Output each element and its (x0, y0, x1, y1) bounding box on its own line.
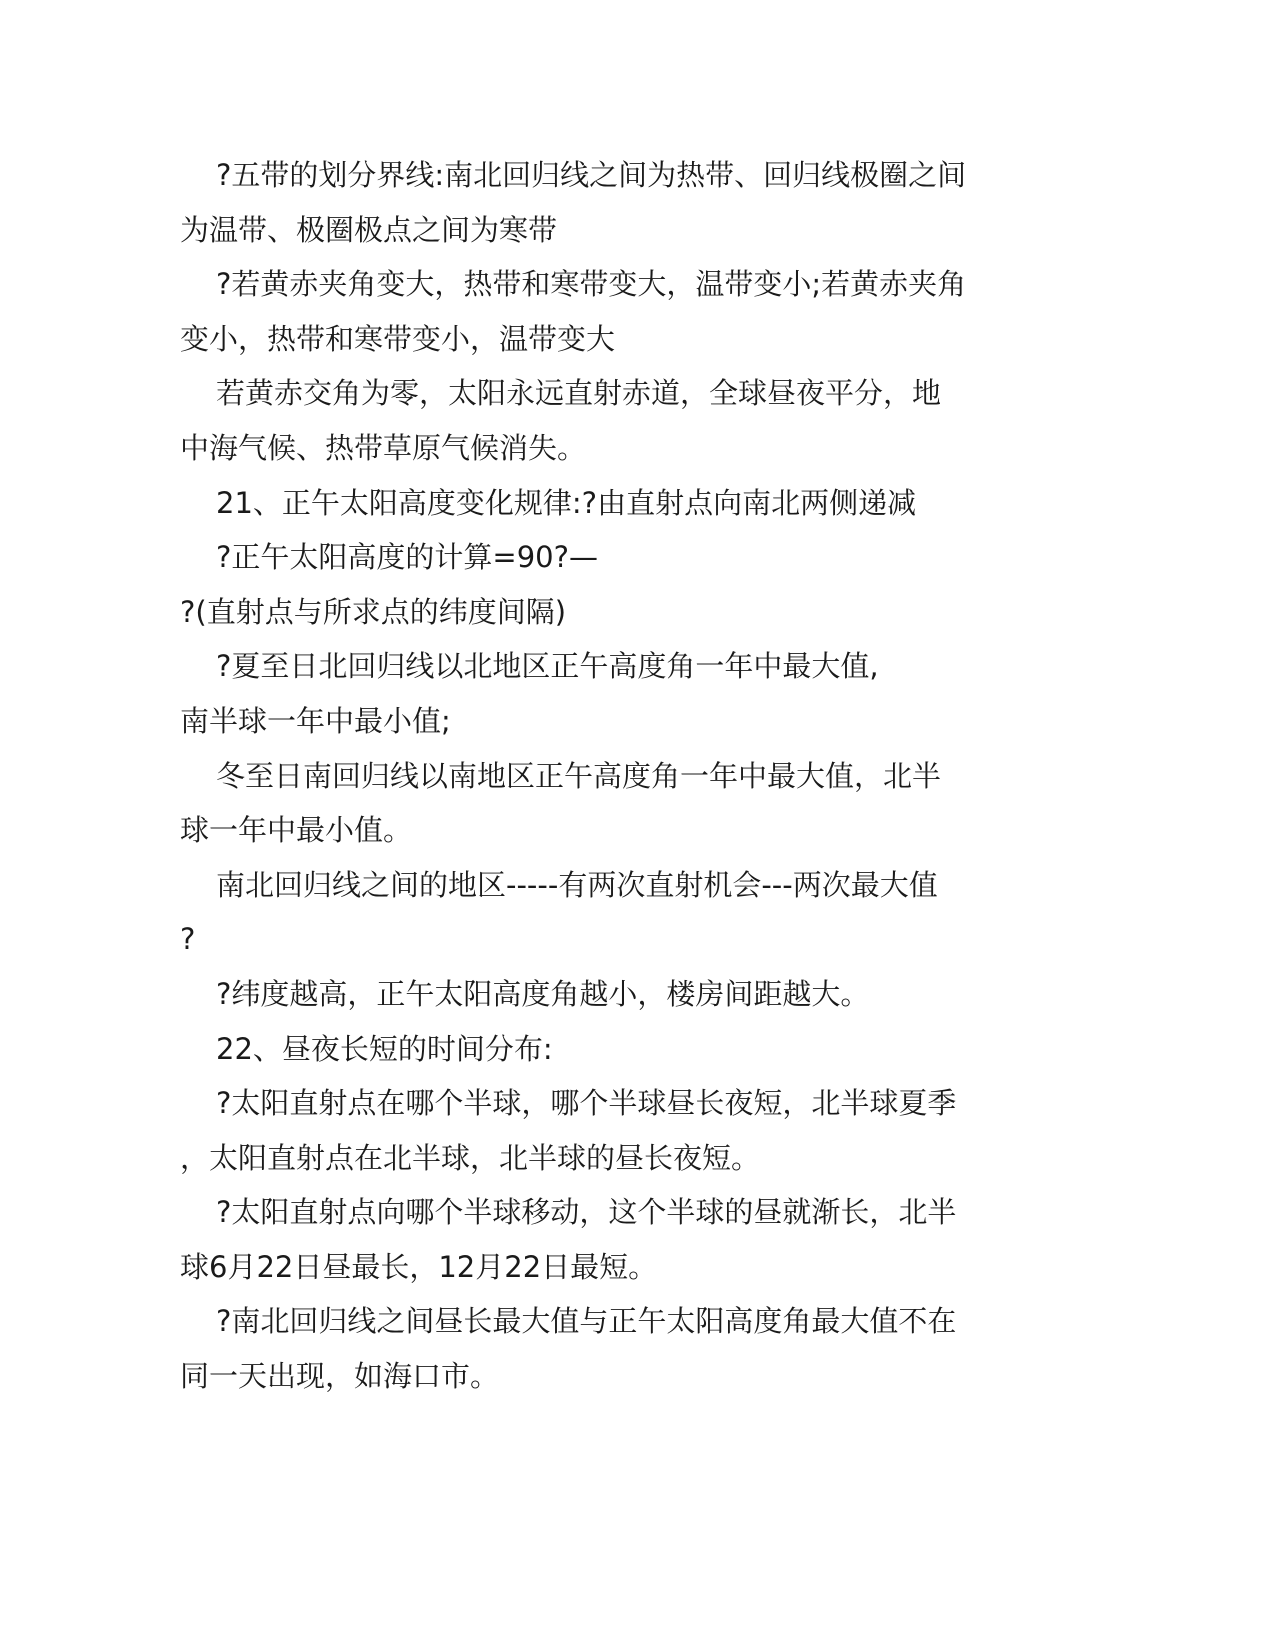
text-line: ?五带的划分界线:南北回归线之间为热带、回归线极圈之间 (216, 158, 967, 192)
text-line: ?太阳直射点在哪个半球，哪个半球昼长夜短，北半球夏季 (216, 1086, 957, 1121)
text-line: ?纬度越高，正午太阳高度角越小，楼房间距越大。 (216, 976, 870, 1011)
text-line: 同一天出现，如海口市。 (180, 1359, 500, 1394)
document-body (180, 148, 1040, 1404)
text-line: ?太阳直射点向哪个半球移动，这个半球的昼就渐长，北半 (216, 1195, 957, 1230)
text-line: 21、正午太阳高度变化规律:?由直射点向南北两侧递减 (216, 485, 917, 520)
text-line: 为温带、极圈极点之间为寒带 (180, 212, 558, 247)
text-line: ? (180, 922, 196, 957)
text-line: 22、昼夜长短的时间分布: (216, 1031, 553, 1066)
text-line: ?南北回归线之间昼长最大值与正午太阳高度角最大值不在 (216, 1304, 957, 1339)
text-line: ?夏至日北回归线以北地区正午高度角一年中最大值, (216, 649, 879, 684)
text-line: ?(直射点与所求点的纬度间隔) (180, 594, 567, 629)
text-line: 若黄赤交角为零，太阳永远直射赤道，全球昼夜平分，地 (216, 376, 942, 411)
text-line: ?正午太阳高度的计算=90?— (216, 540, 598, 575)
text-line: 变小，热带和寒带变小，温带变大 (180, 321, 616, 356)
text-line: 球一年中最小值。 (180, 813, 413, 848)
text-line: 中海气候、热带草原气候消失。 (180, 430, 587, 465)
text-line: ，太阳直射点在北半球，北半球的昼长夜短。 (180, 1140, 761, 1175)
text-line: 南北回归线之间的地区-----有两次直射机会---两次最大值 (216, 867, 938, 902)
text-line: 球6月22日昼最长，12月22日最短。 (180, 1249, 658, 1284)
text-line: ?若黄赤夹角变大，热带和寒带变大，温带变小;若黄赤夹角 (216, 267, 967, 302)
text-line: 冬至日南回归线以南地区正午高度角一年中最大值，北半 (216, 758, 942, 793)
text-line: 南半球一年中最小值; (180, 703, 451, 738)
